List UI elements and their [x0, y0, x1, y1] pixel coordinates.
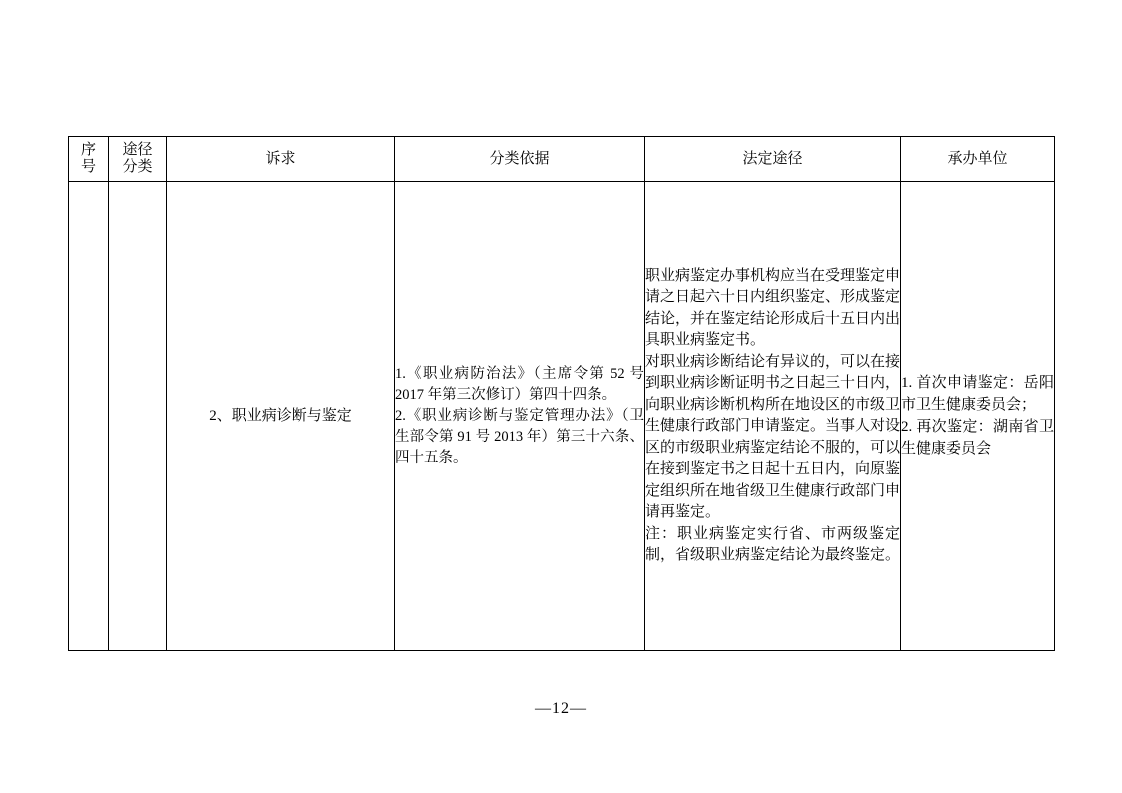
page-number: —12—	[535, 700, 587, 717]
column-header-category: 途径 分类	[109, 137, 167, 182]
table-row	[69, 182, 1055, 651]
cell-claim: 2、职业病诊断与鉴定	[167, 182, 395, 651]
column-header-basis: 分类依据	[395, 137, 645, 182]
unit-item-2: 2. 再次鉴定：湖南省卫生健康委员会	[901, 419, 1054, 457]
cell-basis	[395, 182, 645, 651]
legal-paths-table	[68, 136, 1055, 651]
column-header-legal-path: 法定途径	[645, 137, 901, 182]
column-header-seq: 序 号	[69, 137, 109, 182]
column-header-unit: 承办单位	[901, 137, 1055, 182]
cell-legal-path	[645, 182, 901, 651]
cell-unit	[901, 182, 1055, 651]
legal-paragraph-1: 职业病鉴定办事机构应当在受理鉴定申请之日起六十日内组织鉴定、形成鉴定结论，并在鉴定结论形成后十五日内出具职业病鉴定书。	[645, 267, 901, 348]
legal-paragraph-2: 对职业病诊断结论有异议的，可以在接到职业病诊断证明书之日起三十日内，向职业病诊断机构所在地设区的市级卫生健康行政部门申请鉴定。当事人对设区的市级职业病鉴定结论不服的，可以在接到鉴定书之日起十五日内，向原鉴定组织所在地省级卫生健康行政部门申请再鉴定。	[645, 353, 901, 520]
cell-seq	[69, 182, 109, 651]
unit-item-1: 1. 首次申请鉴定：岳阳市卫生健康委员会；	[901, 375, 1054, 413]
basis-item-2: 2.《职业病诊断与鉴定管理办法》（卫生部令第 91 号 2013 年）第三十六条、四十五条。	[395, 407, 644, 466]
basis-item-1: 1.《职业病防治法》（主席令第 52 号 2017 年第三次修订）第四十四条。	[395, 365, 644, 403]
table-header-row	[69, 137, 1055, 182]
column-header-claim: 诉求	[167, 137, 395, 182]
cell-category	[109, 182, 167, 651]
legal-paragraph-3: 注：职业病鉴定实行省、市两级鉴定制，省级职业病鉴定结论为最终鉴定。	[645, 525, 901, 563]
